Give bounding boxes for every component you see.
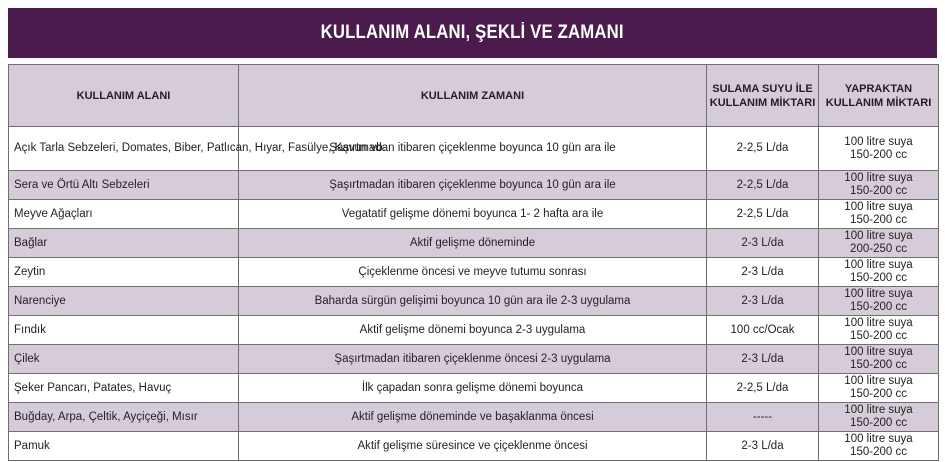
foliar-line2: 150-200 cc: [850, 330, 907, 342]
cell-foliar: [819, 345, 939, 374]
table-row: [9, 258, 939, 287]
cell-area: Fındık: [9, 316, 239, 345]
foliar-line1: 100 litre suya: [844, 317, 913, 329]
table-header-row: [9, 65, 939, 127]
table-row: [9, 374, 939, 403]
cell-foliar: [819, 171, 939, 200]
cell-irrigation: 2-3 L/da: [707, 345, 819, 374]
cell-foliar: [819, 229, 939, 258]
foliar-line2: 150-200 cc: [850, 359, 907, 371]
table-row: [9, 171, 939, 200]
cell-foliar: [819, 287, 939, 316]
cell-foliar: [819, 258, 939, 287]
usage-table: [8, 64, 939, 461]
cell-time: Çiçeklenme öncesi ve meyve tutumu sonrası: [239, 258, 707, 287]
cell-time: Şaşırtmadan itibaren çiçeklenme öncesi 2-3 uygulama: [239, 345, 707, 374]
cell-irrigation: 2-3 L/da: [707, 258, 819, 287]
cell-irrigation: 2-3 L/da: [707, 229, 819, 258]
cell-foliar: [819, 127, 939, 171]
table-row: [9, 345, 939, 374]
header-foliar-line1: YAPRAKTAN: [844, 82, 913, 95]
header-foliar: [819, 65, 939, 127]
cell-area: Açık Tarla Sebzeleri, Domates, Biber, Patlıcan, Hıyar, Fasülye, Kavun vb.: [9, 127, 239, 171]
cell-irrigation: 2-2,5 L/da: [707, 200, 819, 229]
table-row: [9, 432, 939, 461]
foliar-line2: 150-200 cc: [850, 446, 907, 458]
cell-area: Şeker Pancarı, Patates, Havuç: [9, 374, 239, 403]
cell-irrigation: 2-2,5 L/da: [707, 374, 819, 403]
foliar-line1: 100 litre suya: [844, 259, 913, 271]
foliar-line2: 150-200 cc: [850, 148, 907, 161]
table-row: [9, 316, 939, 345]
cell-time: Aktif gelişme süresince ve çiçeklenme öncesi: [239, 432, 707, 461]
cell-time: İlk çapadan sonra gelişme dönemi boyunca: [239, 374, 707, 403]
cell-time: Aktif gelişme döneminde: [239, 229, 707, 258]
table-row: [9, 127, 939, 171]
table-row: [9, 403, 939, 432]
foliar-line2: 200-250 cc: [850, 243, 907, 255]
foliar-line2: 150-200 cc: [850, 214, 907, 226]
cell-area: Pamuk: [9, 432, 239, 461]
cell-time: Vegatatif gelişme dönemi boyunca 1- 2 hafta ara ile: [239, 200, 707, 229]
table-row: [9, 229, 939, 258]
header-foliar-line2: KULLANIM MİKTARI: [825, 96, 932, 109]
cell-time: Aktif gelişme döneminde ve başaklanma öncesi: [239, 403, 707, 432]
cell-irrigation: 100 cc/Ocak: [707, 316, 819, 345]
cell-area: Buğday, Arpa, Çeltik, Ayçiçeği, Mısır: [9, 403, 239, 432]
cell-time: Şaşırtmadan itibaren çiçeklenme boyunca 10 gün ara ile: [239, 171, 707, 200]
header-area: KULLANIM ALANI: [9, 65, 239, 127]
foliar-line2: 150-200 cc: [850, 301, 907, 313]
table-row: [9, 287, 939, 316]
cell-irrigation: 2-3 L/da: [707, 287, 819, 316]
cell-foliar: [819, 316, 939, 345]
cell-area: Sera ve Örtü Altı Sebzeleri: [9, 171, 239, 200]
cell-foliar: [819, 432, 939, 461]
cell-time: Baharda sürgün gelişimi boyunca 10 gün ara ile 2-3 uygulama: [239, 287, 707, 316]
cell-irrigation: 2-2,5 L/da: [707, 171, 819, 200]
foliar-line1: 100 litre suya: [844, 135, 913, 148]
title-banner: [8, 8, 937, 58]
cell-irrigation: -----: [707, 403, 819, 432]
foliar-line1: 100 litre suya: [844, 404, 913, 416]
cell-area: Meyve Ağaçları: [9, 200, 239, 229]
cell-foliar: [819, 200, 939, 229]
cell-area: Bağlar: [9, 229, 239, 258]
foliar-line1: 100 litre suya: [844, 288, 913, 300]
foliar-line1: 100 litre suya: [844, 201, 913, 213]
cell-foliar: [819, 403, 939, 432]
cell-area: Çilek: [9, 345, 239, 374]
foliar-line2: 150-200 cc: [850, 417, 907, 429]
table-row: [9, 200, 939, 229]
header-time: KULLANIM ZAMANI: [239, 65, 707, 127]
cell-irrigation: 2-3 L/da: [707, 432, 819, 461]
foliar-line1: 100 litre suya: [844, 346, 913, 358]
cell-foliar: [819, 374, 939, 403]
foliar-line1: 100 litre suya: [844, 230, 913, 242]
header-irrigation-line2: KULLANIM MİKTARI: [709, 96, 816, 109]
foliar-line2: 150-200 cc: [850, 185, 907, 197]
cell-time: Aktif gelişme dönemi boyunca 2-3 uygulama: [239, 316, 707, 345]
header-irrigation-line1: SULAMA SUYU İLE: [712, 82, 813, 95]
page-title: KULLANIM ALANI, ŞEKLİ VE ZAMANI: [320, 22, 624, 43]
cell-time: Şaşırtmadan itibaren çiçeklenme boyunca 10 gün ara ile: [239, 127, 707, 171]
header-irrigation: [707, 65, 819, 127]
cell-area: Narenciye: [9, 287, 239, 316]
foliar-line2: 150-200 cc: [850, 388, 907, 400]
cell-area: Zeytin: [9, 258, 239, 287]
cell-irrigation: 2-2,5 L/da: [707, 127, 819, 171]
foliar-line1: 100 litre suya: [844, 433, 913, 445]
foliar-line1: 100 litre suya: [844, 172, 913, 184]
foliar-line1: 100 litre suya: [844, 375, 913, 387]
foliar-line2: 150-200 cc: [850, 272, 907, 284]
